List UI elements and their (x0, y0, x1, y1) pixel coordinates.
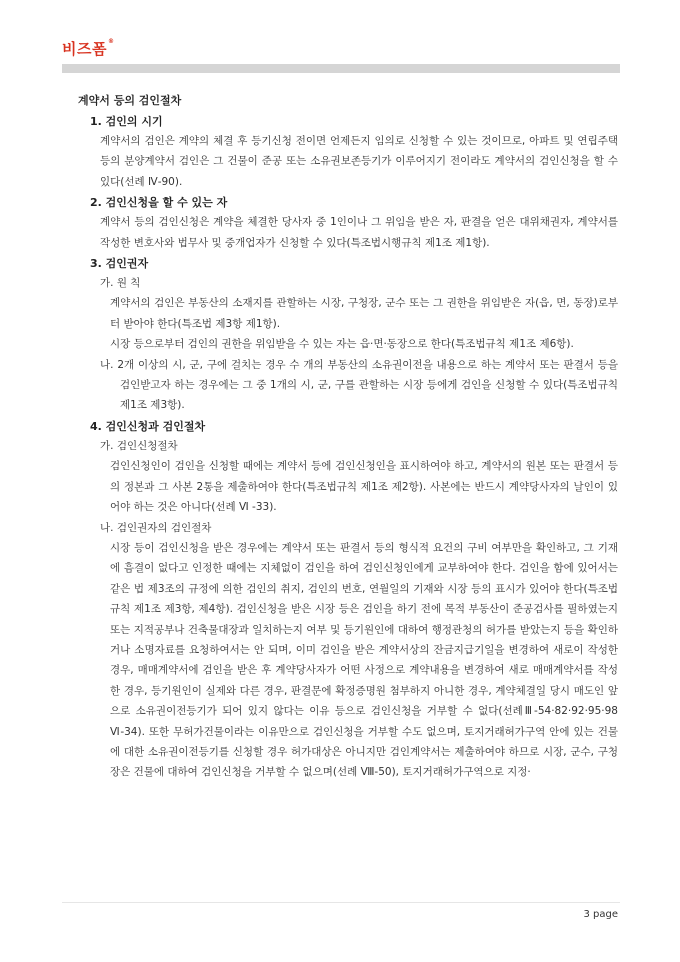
document-title: 계약서 등의 검인절차 (78, 94, 182, 107)
logo-text: 비즈폼 (62, 40, 107, 58)
page-number: 3 page (583, 909, 618, 920)
section-4-ga-heading: 가. 검인신청절차 (100, 439, 178, 452)
section-1-text: 계약서의 검인은 계약의 체결 후 등기신청 전이면 언제든지 임의로 신청할 수 있는 것이므로, 아파트 및 연립주택 등의 분양계약서 검인은 그 건물이 준공 또는 소유권보존등기가 이루어지기 전이라도 계약서의 검인신청을 할 수 있다(선례 Ⅳ-90). (100, 135, 618, 188)
section-3-ga-paragraph-1: 계약서의 검인은 부동산의 소재지를 관할하는 시장, 구청장, 군수 또는 그 권한을 위임받은 자(읍, 면, 동장)로부터 받아야 한다(특조법 제3항 제1항). (110, 297, 618, 330)
section-3-ga-heading: 가. 원 칙 (100, 277, 141, 290)
brand-logo (62, 38, 114, 59)
section-3-ga-paragraph-2: 시장 등으로부터 검인의 권한을 위임받을 수 있는 자는 읍·면·동장으로 한다(특조법규칙 제1조 제6항). (110, 338, 574, 351)
section-1-heading: 1. 검인의 시기 (90, 115, 163, 128)
section-4-na-heading: 나. 검인권자의 검인절차 (100, 521, 212, 534)
section-4-heading: 4. 검인신청과 검인절차 (90, 419, 206, 433)
section-4-ga-paragraph: 검인신청인이 검인을 신청할 때에는 계약서 등에 검인신청인을 표시하여야 하고, 계약서의 원본 또는 판결서 등의 정본과 그 사본 2통을 제출하여야 한다(특조법규칙 제1조 제2항). 사본에는 반드시 계약당사자의 날인이 있어야 하는 것은 아니다(선례 Ⅵ -33). (110, 460, 618, 514)
section-2-text: 계약서 등의 검인신청은 계약을 체결한 당사자 중 1인이나 그 위임을 받은 자, 판결을 얻은 대위채권자, 계약서를 작성한 변호사와 법무사 및 중개업자가 신청할 수 있다(특조법시행규칙 제1조 제1항). (100, 216, 618, 249)
document-body (78, 92, 618, 783)
registered-mark: ® (107, 38, 115, 45)
header-bar (62, 64, 620, 73)
section-2-heading: 2. 검인신청을 할 수 있는 자 (90, 196, 228, 210)
footer-divider (62, 902, 620, 903)
section-3-heading: 3. 검인권자 (90, 257, 149, 271)
section-3-na-paragraph: 나. 2개 이상의 시, 군, 구에 걸치는 경우 수 개의 부동산의 소유권이전을 내용으로 하는 계약서 또는 판결서 등을 검인받고자 하는 경우에는 그 중 1개의 시, 군, 구를 관할하는 시장 등에게 검인을 신청할 수 있다(특조법규칙 제1조 제3항). (100, 358, 618, 412)
section-4-na-paragraph: 시장 등이 검인신청을 받은 경우에는 계약서 또는 판결서 등의 형식적 요건의 구비 여부만을 확인하고, 그 기재에 흠결이 없다고 인정한 때에는 지체없이 검인을 하여 검인신청인에게 교부하여야 한다. 검인을 함에 있어서는 같은 법 제3조의 규정에 의한 검인의 취지, 검인의 번호, 연월일의 기재와 시장 등의 표시가 있어야 한다(특조법규칙 제1조 제3항, 제4항). 검인신청을 받은 시장 등은 검인을 하기 전에 목적 부동산이 준공검사를 필하였는지 또는 지적공부나 건축물대장과 일치하는지 여부 및 등기원인에 대하여 행정관청의 허가를 받았는지 등을 확인하거나 소명자료를 요청하여서는 안 되며, 이미 검인을 받은 계약서상의 잔금지급기일을 변경하여 새로이 작성한 경우, 매매계약서에 검인을 받은 후 계약당사자가 어떤 사정으로 계약내용을 변경하여 새로 매매계약서를 작성한 경우, 등기원인이 실제와 다른 경우, 판결문에 확정증명원 첨부하지 아니한 경우, 계약체결일 당시 매도인 앞으로 소유권이전등기가 되어 있지 않다는 이유 등으로 검인신청을 거부할 수 없다(선례Ⅲ-54·82·92·95·98 Ⅵ-34). 또한 무허가건물이라는 이유만으로 검인신청을 거부할 수도 없으며, 토지거래허가구역 안에 있는 건물에 대한 소유권이전등기를 신청할 경우 허가대상은 아니지만 검인계약서는 제출하여야 하므로 시장, 군수, 구청장은 건물에 대하여 검인신청을 거부할 수 없으며(선례 Ⅷ-50), 토지거래허가구역으로 지정· (110, 541, 618, 779)
